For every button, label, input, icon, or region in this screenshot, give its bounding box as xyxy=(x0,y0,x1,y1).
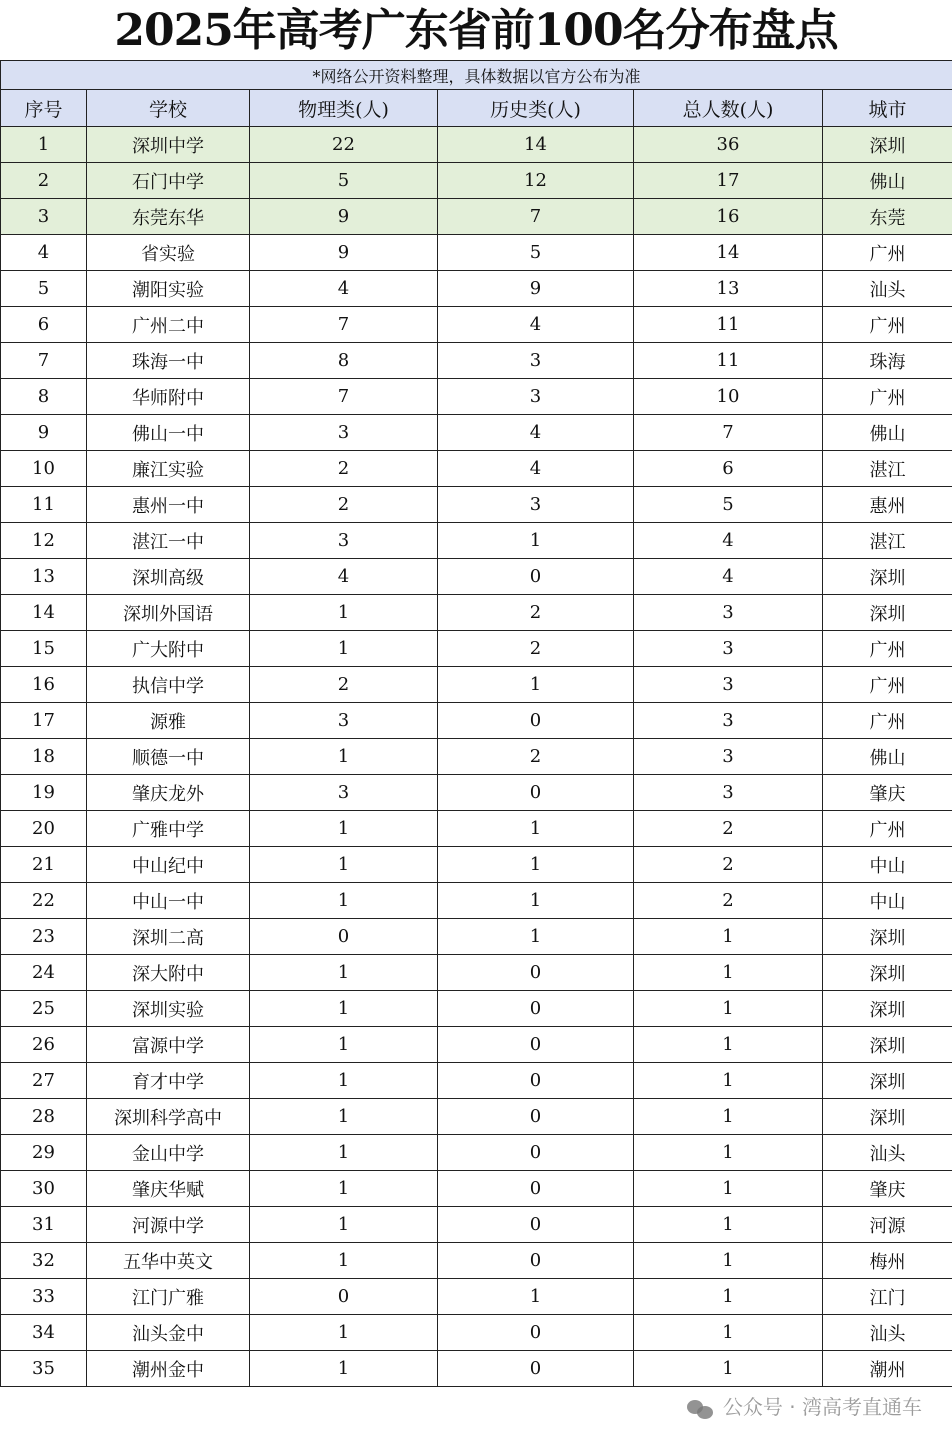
cell-city: 汕头 xyxy=(823,1135,952,1171)
cell-history: 0 xyxy=(438,1171,634,1207)
cell-school: 惠州一中 xyxy=(87,487,250,523)
cell-physics: 2 xyxy=(250,487,438,523)
table-row xyxy=(1,487,952,523)
table-row xyxy=(1,883,952,919)
cell-city: 中山 xyxy=(823,883,952,919)
table-row xyxy=(1,271,952,307)
cell-physics: 9 xyxy=(250,235,438,271)
column-header-rank: 序号 xyxy=(1,90,87,127)
cell-total: 3 xyxy=(634,667,823,703)
cell-physics: 1 xyxy=(250,1099,438,1135)
table-row xyxy=(1,667,952,703)
cell-rank: 1 xyxy=(1,127,87,163)
table-row xyxy=(1,1063,952,1099)
cell-physics: 4 xyxy=(250,559,438,595)
table-row xyxy=(1,811,952,847)
cell-total: 36 xyxy=(634,127,823,163)
cell-physics: 1 xyxy=(250,1171,438,1207)
cell-history: 9 xyxy=(438,271,634,307)
cell-history: 0 xyxy=(438,775,634,811)
cell-rank: 7 xyxy=(1,343,87,379)
cell-city: 佛山 xyxy=(823,415,952,451)
cell-school: 潮阳实验 xyxy=(87,271,250,307)
cell-history: 3 xyxy=(438,343,634,379)
cell-school: 肇庆龙外 xyxy=(87,775,250,811)
cell-total: 1 xyxy=(634,1171,823,1207)
cell-city: 肇庆 xyxy=(823,775,952,811)
cell-history: 4 xyxy=(438,307,634,343)
cell-total: 16 xyxy=(634,199,823,235)
table-row xyxy=(1,1027,952,1063)
cell-total: 5 xyxy=(634,487,823,523)
cell-rank: 5 xyxy=(1,271,87,307)
cell-total: 1 xyxy=(634,1027,823,1063)
cell-total: 6 xyxy=(634,451,823,487)
cell-physics: 1 xyxy=(250,847,438,883)
cell-city: 潮州 xyxy=(823,1351,952,1387)
cell-school: 源雅 xyxy=(87,703,250,739)
cell-history: 3 xyxy=(438,379,634,415)
cell-total: 1 xyxy=(634,1243,823,1279)
table-row xyxy=(1,1171,952,1207)
cell-history: 1 xyxy=(438,847,634,883)
cell-school: 深大附中 xyxy=(87,955,250,991)
cell-city: 湛江 xyxy=(823,451,952,487)
cell-physics: 7 xyxy=(250,379,438,415)
table-row xyxy=(1,1279,952,1315)
cell-physics: 1 xyxy=(250,1027,438,1063)
cell-rank: 24 xyxy=(1,955,87,991)
page-title: 2025年高考广东省前100名分布盘点 xyxy=(114,5,838,56)
cell-school: 深圳高级 xyxy=(87,559,250,595)
cell-physics: 1 xyxy=(250,595,438,631)
cell-physics: 1 xyxy=(250,1243,438,1279)
cell-rank: 29 xyxy=(1,1135,87,1171)
column-header-school: 学校 xyxy=(87,90,250,127)
table-row xyxy=(1,919,952,955)
cell-physics: 1 xyxy=(250,1135,438,1171)
cell-physics: 1 xyxy=(250,1063,438,1099)
cell-school: 金山中学 xyxy=(87,1135,250,1171)
cell-city: 中山 xyxy=(823,847,952,883)
table-row xyxy=(1,955,952,991)
cell-city: 深圳 xyxy=(823,1063,952,1099)
table-row xyxy=(1,379,952,415)
cell-school: 江门广雅 xyxy=(87,1279,250,1315)
cell-history: 0 xyxy=(438,955,634,991)
cell-physics: 1 xyxy=(250,631,438,667)
cell-school: 执信中学 xyxy=(87,667,250,703)
cell-physics: 1 xyxy=(250,955,438,991)
cell-rank: 6 xyxy=(1,307,87,343)
cell-rank: 3 xyxy=(1,199,87,235)
cell-rank: 13 xyxy=(1,559,87,595)
table-row xyxy=(1,415,952,451)
cell-school: 五华中英文 xyxy=(87,1243,250,1279)
cell-school: 汕头金中 xyxy=(87,1315,250,1351)
cell-city: 广州 xyxy=(823,235,952,271)
cell-rank: 15 xyxy=(1,631,87,667)
cell-school: 广雅中学 xyxy=(87,811,250,847)
cell-rank: 22 xyxy=(1,883,87,919)
cell-school: 东莞东华 xyxy=(87,199,250,235)
cell-city: 佛山 xyxy=(823,163,952,199)
cell-total: 1 xyxy=(634,955,823,991)
cell-city: 梅州 xyxy=(823,1243,952,1279)
cell-total: 3 xyxy=(634,595,823,631)
table-row xyxy=(1,1207,952,1243)
cell-rank: 23 xyxy=(1,919,87,955)
cell-history: 1 xyxy=(438,1279,634,1315)
column-header-history: 历史类(人) xyxy=(438,90,634,127)
cell-rank: 34 xyxy=(1,1315,87,1351)
cell-history: 4 xyxy=(438,451,634,487)
cell-physics: 2 xyxy=(250,667,438,703)
cell-physics: 1 xyxy=(250,1315,438,1351)
cell-history: 0 xyxy=(438,1099,634,1135)
cell-total: 3 xyxy=(634,775,823,811)
table-row xyxy=(1,1099,952,1135)
cell-city: 河源 xyxy=(823,1207,952,1243)
cell-rank: 30 xyxy=(1,1171,87,1207)
cell-school: 河源中学 xyxy=(87,1207,250,1243)
cell-school: 佛山一中 xyxy=(87,415,250,451)
cell-total: 14 xyxy=(634,235,823,271)
cell-total: 1 xyxy=(634,1207,823,1243)
table-row xyxy=(1,307,952,343)
cell-total: 11 xyxy=(634,343,823,379)
cell-city: 广州 xyxy=(823,307,952,343)
cell-total: 11 xyxy=(634,307,823,343)
cell-total: 3 xyxy=(634,739,823,775)
cell-history: 0 xyxy=(438,559,634,595)
cell-city: 深圳 xyxy=(823,1027,952,1063)
cell-rank: 10 xyxy=(1,451,87,487)
cell-school: 廉江实验 xyxy=(87,451,250,487)
cell-rank: 35 xyxy=(1,1351,87,1387)
column-header-city: 城市 xyxy=(823,90,952,127)
cell-city: 深圳 xyxy=(823,991,952,1027)
cell-total: 2 xyxy=(634,811,823,847)
cell-history: 1 xyxy=(438,811,634,847)
cell-school: 珠海一中 xyxy=(87,343,250,379)
cell-school: 顺德一中 xyxy=(87,739,250,775)
cell-rank: 32 xyxy=(1,1243,87,1279)
table-row xyxy=(1,703,952,739)
cell-physics: 5 xyxy=(250,163,438,199)
cell-school: 中山纪中 xyxy=(87,847,250,883)
table-row xyxy=(1,199,952,235)
cell-total: 2 xyxy=(634,847,823,883)
table-row xyxy=(1,127,952,163)
cell-city: 广州 xyxy=(823,379,952,415)
cell-physics: 1 xyxy=(250,739,438,775)
cell-physics: 2 xyxy=(250,451,438,487)
cell-rank: 21 xyxy=(1,847,87,883)
cell-rank: 27 xyxy=(1,1063,87,1099)
table-row xyxy=(1,559,952,595)
cell-total: 7 xyxy=(634,415,823,451)
cell-school: 湛江一中 xyxy=(87,523,250,559)
cell-physics: 1 xyxy=(250,811,438,847)
cell-city: 汕头 xyxy=(823,1315,952,1351)
cell-total: 10 xyxy=(634,379,823,415)
wechat-icon xyxy=(687,1398,715,1420)
cell-rank: 9 xyxy=(1,415,87,451)
cell-total: 4 xyxy=(634,559,823,595)
watermark-text: 公众号 · 湾高考直通车 xyxy=(722,1395,922,1419)
cell-rank: 33 xyxy=(1,1279,87,1315)
cell-history: 2 xyxy=(438,595,634,631)
cell-school: 深圳外国语 xyxy=(87,595,250,631)
cell-history: 0 xyxy=(438,1315,634,1351)
cell-total: 1 xyxy=(634,1099,823,1135)
cell-total: 17 xyxy=(634,163,823,199)
cell-history: 3 xyxy=(438,487,634,523)
cell-total: 1 xyxy=(634,1135,823,1171)
table-row xyxy=(1,631,952,667)
cell-school: 潮州金中 xyxy=(87,1351,250,1387)
cell-school: 富源中学 xyxy=(87,1027,250,1063)
cell-city: 江门 xyxy=(823,1279,952,1315)
data-source-note: *网络公开资料整理，具体数据以官方公布为准 xyxy=(1,61,952,90)
cell-rank: 12 xyxy=(1,523,87,559)
cell-history: 0 xyxy=(438,1351,634,1387)
cell-rank: 14 xyxy=(1,595,87,631)
cell-physics: 3 xyxy=(250,523,438,559)
cell-school: 深圳实验 xyxy=(87,991,250,1027)
cell-total: 1 xyxy=(634,919,823,955)
cell-total: 4 xyxy=(634,523,823,559)
cell-history: 2 xyxy=(438,739,634,775)
cell-school: 中山一中 xyxy=(87,883,250,919)
cell-history: 0 xyxy=(438,1027,634,1063)
table-row xyxy=(1,775,952,811)
cell-physics: 7 xyxy=(250,307,438,343)
cell-school: 深圳二高 xyxy=(87,919,250,955)
watermark xyxy=(687,1391,922,1420)
cell-rank: 20 xyxy=(1,811,87,847)
table-row xyxy=(1,235,952,271)
cell-history: 1 xyxy=(438,667,634,703)
table-row xyxy=(1,523,952,559)
cell-rank: 18 xyxy=(1,739,87,775)
cell-rank: 31 xyxy=(1,1207,87,1243)
cell-physics: 3 xyxy=(250,703,438,739)
cell-rank: 4 xyxy=(1,235,87,271)
cell-city: 深圳 xyxy=(823,919,952,955)
cell-city: 肇庆 xyxy=(823,1171,952,1207)
cell-history: 5 xyxy=(438,235,634,271)
table-row xyxy=(1,1351,952,1387)
cell-history: 0 xyxy=(438,1243,634,1279)
cell-physics: 4 xyxy=(250,271,438,307)
cell-rank: 8 xyxy=(1,379,87,415)
cell-city: 广州 xyxy=(823,703,952,739)
cell-rank: 11 xyxy=(1,487,87,523)
cell-history: 1 xyxy=(438,883,634,919)
cell-total: 1 xyxy=(634,1315,823,1351)
cell-city: 湛江 xyxy=(823,523,952,559)
cell-city: 深圳 xyxy=(823,559,952,595)
table-row xyxy=(1,1135,952,1171)
cell-city: 东莞 xyxy=(823,199,952,235)
cell-city: 广州 xyxy=(823,811,952,847)
cell-history: 2 xyxy=(438,631,634,667)
cell-rank: 17 xyxy=(1,703,87,739)
cell-physics: 1 xyxy=(250,883,438,919)
cell-history: 0 xyxy=(438,703,634,739)
cell-physics: 22 xyxy=(250,127,438,163)
table-row xyxy=(1,451,952,487)
cell-history: 14 xyxy=(438,127,634,163)
cell-school: 省实验 xyxy=(87,235,250,271)
cell-school: 石门中学 xyxy=(87,163,250,199)
cell-rank: 2 xyxy=(1,163,87,199)
cell-city: 汕头 xyxy=(823,271,952,307)
cell-physics: 1 xyxy=(250,991,438,1027)
table-row xyxy=(1,1243,952,1279)
cell-history: 0 xyxy=(438,1207,634,1243)
cell-city: 深圳 xyxy=(823,1099,952,1135)
cell-history: 7 xyxy=(438,199,634,235)
cell-school: 深圳中学 xyxy=(87,127,250,163)
cell-history: 12 xyxy=(438,163,634,199)
table-row xyxy=(1,595,952,631)
cell-total: 3 xyxy=(634,703,823,739)
cell-physics: 3 xyxy=(250,415,438,451)
cell-city: 深圳 xyxy=(823,595,952,631)
table-row xyxy=(1,343,952,379)
column-header-physics: 物理类(人) xyxy=(250,90,438,127)
cell-city: 广州 xyxy=(823,631,952,667)
cell-total: 1 xyxy=(634,1063,823,1099)
cell-history: 1 xyxy=(438,919,634,955)
cell-school: 华师附中 xyxy=(87,379,250,415)
cell-city: 佛山 xyxy=(823,739,952,775)
table-row xyxy=(1,1315,952,1351)
cell-rank: 19 xyxy=(1,775,87,811)
column-header-total: 总人数(人) xyxy=(634,90,823,127)
cell-school: 广大附中 xyxy=(87,631,250,667)
cell-total: 13 xyxy=(634,271,823,307)
cell-history: 4 xyxy=(438,415,634,451)
cell-physics: 8 xyxy=(250,343,438,379)
cell-physics: 0 xyxy=(250,919,438,955)
cell-history: 1 xyxy=(438,523,634,559)
cell-rank: 26 xyxy=(1,1027,87,1063)
cell-school: 广州二中 xyxy=(87,307,250,343)
cell-city: 珠海 xyxy=(823,343,952,379)
table-row xyxy=(1,739,952,775)
cell-total: 2 xyxy=(634,883,823,919)
cell-city: 深圳 xyxy=(823,127,952,163)
cell-history: 0 xyxy=(438,1063,634,1099)
cell-city: 惠州 xyxy=(823,487,952,523)
cell-physics: 1 xyxy=(250,1351,438,1387)
cell-total: 1 xyxy=(634,1279,823,1315)
cell-school: 育才中学 xyxy=(87,1063,250,1099)
cell-school: 深圳科学高中 xyxy=(87,1099,250,1135)
cell-total: 1 xyxy=(634,991,823,1027)
cell-physics: 9 xyxy=(250,199,438,235)
cell-physics: 3 xyxy=(250,775,438,811)
cell-history: 0 xyxy=(438,991,634,1027)
cell-rank: 28 xyxy=(1,1099,87,1135)
cell-city: 深圳 xyxy=(823,955,952,991)
table-row xyxy=(1,163,952,199)
cell-physics: 0 xyxy=(250,1279,438,1315)
ranking-table xyxy=(0,60,952,1387)
table-row xyxy=(1,847,952,883)
cell-total: 1 xyxy=(634,1351,823,1387)
cell-total: 3 xyxy=(634,631,823,667)
cell-city: 广州 xyxy=(823,667,952,703)
cell-physics: 1 xyxy=(250,1207,438,1243)
table-row xyxy=(1,991,952,1027)
cell-school: 肇庆华赋 xyxy=(87,1171,250,1207)
cell-rank: 25 xyxy=(1,991,87,1027)
cell-rank: 16 xyxy=(1,667,87,703)
cell-history: 0 xyxy=(438,1135,634,1171)
